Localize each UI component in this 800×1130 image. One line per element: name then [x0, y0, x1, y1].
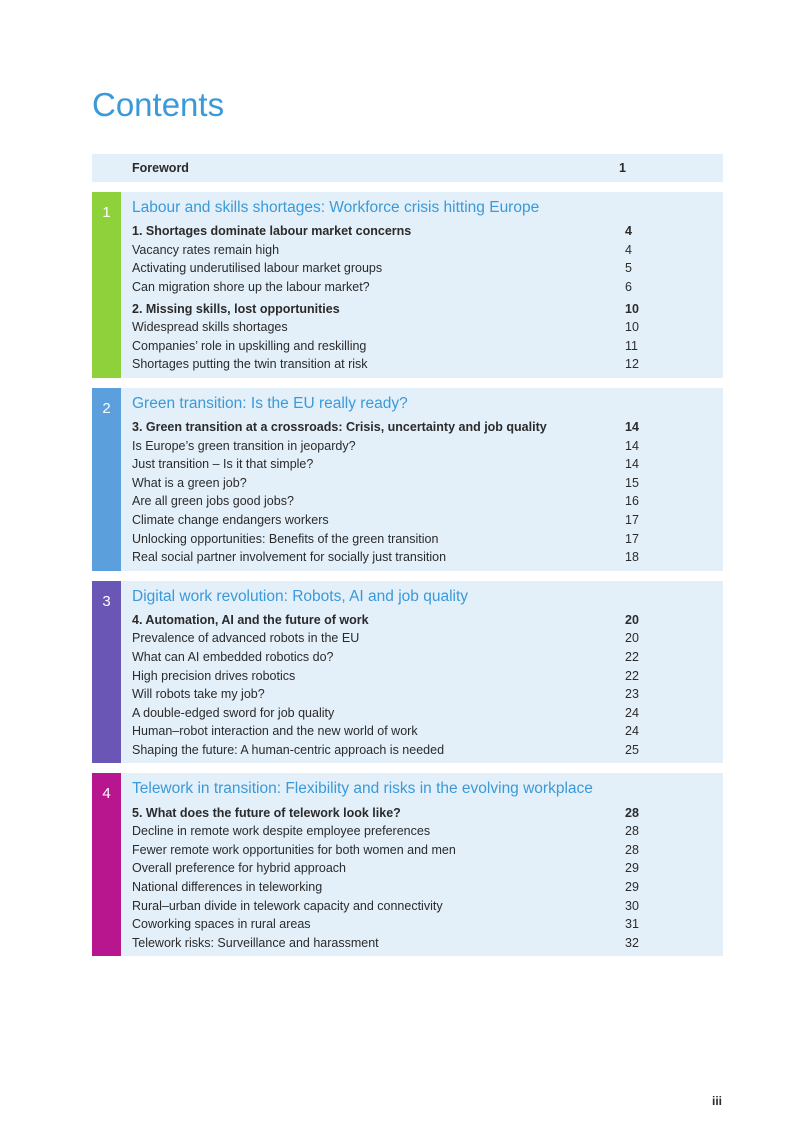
entry-page: 22 — [625, 649, 639, 664]
entry-title: 4. Automation, AI and the future of work — [132, 612, 369, 627]
entry-page: 14 — [625, 457, 639, 472]
chapter-block — [92, 581, 723, 764]
entry-title: Companies’ role in upskilling and reskilling — [132, 338, 367, 353]
chapter-entries — [121, 192, 723, 378]
page-title: Contents — [92, 86, 225, 123]
subsection-entry[interactable] — [132, 529, 723, 548]
entry-page: 15 — [625, 475, 639, 490]
entry-page: 29 — [625, 861, 639, 876]
subsection-entry[interactable] — [132, 337, 723, 356]
entry-page: 4 — [625, 242, 632, 257]
subsection-entry[interactable] — [132, 741, 723, 760]
entry-page: 31 — [625, 917, 639, 932]
entry-title: Overall preference for hybrid approach — [132, 861, 347, 876]
entry-page: 28 — [625, 842, 639, 857]
foreword-row[interactable] — [92, 154, 723, 182]
entry-title: Can migration shore up the labour market? — [132, 280, 370, 295]
entry-title: 3. Green transition at a crossroads: Crisis, uncertainty and job quality — [132, 420, 547, 435]
entry-page: 6 — [625, 280, 632, 295]
chapter-title[interactable]: Green transition: Is the EU really ready? — [132, 394, 408, 412]
subsection-entry[interactable] — [132, 822, 723, 841]
entry-page: 4 — [625, 224, 632, 239]
subsection-entry[interactable] — [132, 474, 723, 493]
subsection-entry[interactable] — [132, 840, 723, 859]
entry-title: Shaping the future: A human-centric approach is needed — [132, 742, 445, 757]
chapter-entries — [121, 773, 723, 956]
entry-title: Prevalence of advanced robots in the EU — [132, 631, 360, 646]
chapter-number: 2 — [92, 388, 121, 571]
section-entry[interactable] — [132, 299, 723, 318]
entry-title: Climate change endangers workers — [132, 513, 329, 528]
chapter-block — [92, 388, 723, 571]
entry-title: Rural–urban divide in telework capacity and connectivity — [132, 898, 443, 913]
subsection-entry[interactable] — [132, 878, 723, 897]
section-entry[interactable] — [132, 611, 723, 630]
subsection-entry[interactable] — [132, 933, 723, 952]
entry-title: Fewer remote work opportunities for both women and men — [132, 842, 456, 857]
subsection-entry[interactable] — [132, 436, 723, 455]
subsection-entry[interactable] — [132, 666, 723, 685]
entry-title: Will robots take my job? — [132, 687, 265, 702]
entry-page: 14 — [625, 420, 639, 435]
subsection-entry[interactable] — [132, 355, 723, 374]
entry-page: 24 — [625, 705, 639, 720]
chapter-block — [92, 773, 723, 956]
chapter-title[interactable]: Telework in transition: Flexibility and risks in the evolving workplace — [132, 780, 593, 798]
subsection-entry[interactable] — [132, 722, 723, 741]
section-entry[interactable] — [132, 803, 723, 822]
subsection-entry[interactable] — [132, 896, 723, 915]
entry-title: What is a green job? — [132, 475, 247, 490]
entry-page: 20 — [625, 631, 639, 646]
entry-page: 22 — [625, 668, 639, 683]
entry-page: 32 — [625, 935, 639, 950]
chapter-number: 3 — [92, 581, 121, 764]
entry-title: Vacancy rates remain high — [132, 242, 280, 257]
entry-page: 14 — [625, 438, 639, 453]
chapter-number: 4 — [92, 773, 121, 956]
entry-title: 2. Missing skills, lost opportunities — [132, 301, 340, 316]
entry-title: Widespread skills shortages — [132, 320, 288, 335]
subsection-entry[interactable] — [132, 648, 723, 667]
subsection-entry[interactable] — [132, 241, 723, 260]
entry-title: What can AI embedded robotics do? — [132, 649, 334, 664]
entry-page: 20 — [625, 612, 639, 627]
entry-title: Are all green jobs good jobs? — [132, 494, 294, 509]
chapter-entries — [121, 581, 723, 764]
entry-page: 11 — [625, 338, 638, 353]
entry-page: 23 — [625, 687, 639, 702]
entry-title: 1. Shortages dominate labour market concerns — [132, 224, 412, 239]
entry-title: National differences in teleworking — [132, 879, 323, 894]
chapter-list — [92, 192, 723, 956]
entry-title: Real social partner involvement for socially just transition — [132, 550, 447, 565]
section-entry[interactable] — [132, 222, 723, 241]
entry-page: 10 — [625, 320, 639, 335]
subsection-entry[interactable] — [132, 703, 723, 722]
subsection-entry[interactable] — [132, 259, 723, 278]
subsection-entry[interactable] — [132, 278, 723, 297]
entry-page: 25 — [625, 742, 639, 757]
entry-page: 5 — [625, 261, 632, 276]
entry-title: Telework risks: Surveillance and harassment — [132, 935, 379, 950]
entry-title: Just transition – Is it that simple? — [132, 457, 314, 472]
section-entry[interactable] — [132, 418, 723, 437]
subsection-entry[interactable] — [132, 318, 723, 337]
chapter-title[interactable]: Digital work revolution: Robots, AI and job quality — [132, 587, 469, 605]
entry-page: 10 — [625, 301, 639, 316]
entry-title: Decline in remote work despite employee preferences — [132, 824, 431, 839]
entry-title: Is Europe’s green transition in jeopardy? — [132, 438, 356, 453]
chapter-block — [92, 192, 723, 378]
entry-page: 18 — [625, 550, 639, 565]
subsection-entry[interactable] — [132, 455, 723, 474]
entry-page: 28 — [625, 805, 639, 820]
subsection-entry[interactable] — [132, 629, 723, 648]
entry-page: 24 — [625, 724, 639, 739]
page-number: iii — [711, 1094, 722, 1108]
entry-page: 17 — [625, 513, 639, 528]
subsection-entry[interactable] — [132, 511, 723, 530]
entry-title: Activating underutilised labour market groups — [132, 261, 383, 276]
table-of-contents — [92, 154, 723, 966]
entry-page: 12 — [625, 357, 639, 372]
foreword-page: 1 — [619, 161, 626, 175]
entry-page: 30 — [625, 898, 639, 913]
chapter-entries — [121, 388, 723, 571]
entry-title: Unlocking opportunities: Benefits of the green transition — [132, 531, 439, 546]
entry-page: 29 — [625, 879, 639, 894]
subsection-entry[interactable] — [132, 915, 723, 934]
entry-page: 17 — [625, 531, 639, 546]
subsection-entry[interactable] — [132, 492, 723, 511]
entry-title: Coworking spaces in rural areas — [132, 917, 311, 932]
entry-title: 5. What does the future of telework look like? — [132, 805, 401, 820]
subsection-entry[interactable] — [132, 859, 723, 878]
entry-page: 16 — [625, 494, 639, 509]
foreword-label: Foreword — [132, 161, 189, 175]
chapter-number: 1 — [92, 192, 121, 378]
entry-title: Human–robot interaction and the new world of work — [132, 724, 418, 739]
entry-title: Shortages putting the twin transition at risk — [132, 357, 368, 372]
entry-title: High precision drives robotics — [132, 668, 296, 683]
entry-page: 28 — [625, 824, 639, 839]
entry-title: A double-edged sword for job quality — [132, 705, 335, 720]
subsection-entry[interactable] — [132, 685, 723, 704]
subsection-entry[interactable] — [132, 548, 723, 567]
chapter-title[interactable]: Labour and skills shortages: Workforce crisis hitting Europe — [132, 199, 540, 216]
